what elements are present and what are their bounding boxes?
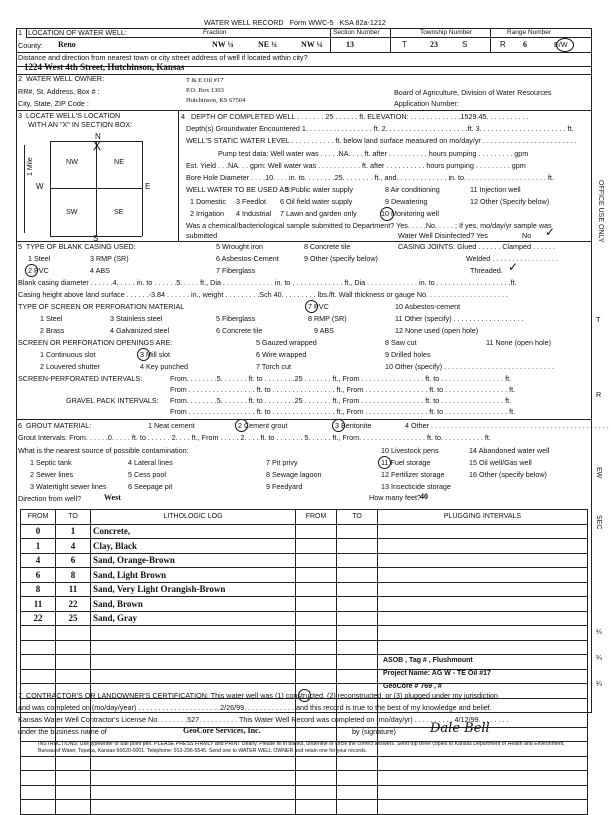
log-cell-to [56, 771, 91, 786]
table-row [21, 756, 588, 771]
table-row [21, 626, 588, 641]
spi-row-2: From . . . . . . . . . . . . . . . . . ft. to . . . . . . . . . . . . . . . . ft., From . . . . . . . . . . . . . . . . ft. to . . . . . . . . . . . . . . . . ft. [170, 385, 516, 394]
plugging-cell [337, 582, 378, 597]
open-3: 3 Mill slot [140, 350, 170, 359]
use-1: 1 Domestic [190, 197, 226, 206]
quarter-3: NW ¼ [301, 40, 323, 49]
use-5: 5 Public water supply [285, 185, 353, 194]
table-row [21, 771, 588, 786]
margin-r: R [596, 390, 602, 399]
plugging-cell [296, 611, 337, 626]
table-row [21, 611, 588, 626]
margin-sec: SEC [595, 515, 602, 530]
casing-8: 8 Concrete tile [304, 242, 351, 251]
log-cell-to [56, 669, 91, 684]
plugging-cell [296, 568, 337, 583]
business-label: under the business name of [18, 727, 107, 736]
business-value: GeoCore Services, Inc. [183, 726, 261, 735]
east-label: E [145, 182, 151, 191]
table-row [21, 539, 588, 554]
submitted-label: submitted [186, 231, 218, 240]
log-cell-desc [91, 756, 296, 771]
direction-value: West [104, 493, 121, 502]
plugging-cell [337, 539, 378, 554]
casing-4: 4 ABS [90, 266, 110, 275]
plugging-cell [378, 539, 588, 554]
license-line: Kansas Water Well Contractor's License No. . . . . . . .527. . . . . . . . . . This Water Well Record was completed on (mo/day/yr) . . . . . . . . . . 4/12/99. . . . . . . . [18, 715, 509, 724]
feet-value: 40 [420, 492, 428, 501]
township-t: T [402, 40, 407, 49]
casing-9: 9 Other (specify below) [304, 254, 378, 263]
township-s: S [462, 40, 468, 49]
open-8: 8 Saw cut [385, 338, 417, 347]
se-label: SE [114, 207, 124, 216]
owner-value: T & E Oil #17 [186, 77, 224, 84]
spi-row-1: From. . . . . . . .5. . . . . . . ft. to . . . . . . . .25 . . . . . . . ft., From . . . . . . . . . . . . . . . . ft. to . . . . . . . . . . . . . . . . ft. [170, 374, 512, 383]
open-2: 2 Louvered shutter [40, 362, 100, 371]
table-row [21, 669, 588, 684]
ew-circle [556, 38, 574, 52]
s6-label: 6 GROUT MATERIAL: [18, 421, 92, 430]
plugging-cell [378, 771, 588, 786]
log-cell-desc [91, 655, 296, 670]
log-cell-from: 6 [21, 568, 56, 583]
plugging-cell [296, 800, 337, 815]
log-cell-desc [91, 800, 296, 815]
log-cell-to: 11 [56, 582, 91, 597]
contam-8: 8 Sewage lagoon [266, 470, 322, 479]
log-cell-from: 8 [21, 582, 56, 597]
plugging-cell [337, 756, 378, 771]
open-9: 9 Drilled holes [385, 350, 431, 359]
log-cell-desc: Clay, Black [91, 539, 296, 554]
box-value: P.O. Box 1303 [186, 87, 224, 94]
disinfected-no: No [522, 231, 532, 240]
plugging-cell [337, 640, 378, 655]
log-cell-to: 4 [56, 539, 91, 554]
welded: Welded . . . . . . . . . . . . . . . . . [466, 254, 559, 263]
contamination-label: What is the nearest source of possible contamination: [18, 446, 189, 455]
threaded-check-icon: ✓ [508, 260, 519, 274]
quarter-1: NW ¼ [212, 40, 234, 49]
grout-1: 1 Neat cement [148, 421, 195, 430]
yield-line: Est. Yield . . .NA. . . gpm: Well water was . . . . . . . . . . . ft. after . . . . . . . . . . hours pumping . . . . . . . . . gpm [186, 161, 526, 170]
log-cell-to [56, 626, 91, 641]
west-label: W [36, 182, 44, 191]
plugging-cell [296, 756, 337, 771]
openings-label: SCREEN OR PERFORATION OPENINGS ARE: [18, 338, 173, 347]
plugging-cell [296, 655, 337, 670]
log-cell-desc [91, 640, 296, 655]
use-8: 8 Air conditioning [385, 185, 440, 194]
contam-15: 15 Oil well/Gas well [469, 458, 532, 467]
plugging-cell [378, 800, 588, 815]
plugging-cell [296, 771, 337, 786]
grout-intervals: Grout Intervals: From. . . . . .0. . . . . ft. to . . . . . . 2. . . . ft., From . . . . . 2. . . . ft. to . . . . . . . 5. . . . . . ft., From. . . . . . . . . . . . . . . . . ft. to. . . . . . . . . . . ft. [18, 433, 491, 442]
screen-3: 3 Stainless steel [110, 314, 163, 323]
use-11: 11 Injection well [470, 185, 521, 194]
margin-q3: ¼ [596, 679, 602, 688]
fraction-label: Fraction [203, 29, 227, 36]
col-plugging: PLUGGING INTERVALS [378, 510, 588, 525]
casing-3: 3 RMP (SR) [90, 254, 129, 263]
grout-4: 4 Other . . . . . . . . . . . . . . . . . . . . . . . . . . . . . . . . . . . . . . . . . . . . . [405, 421, 609, 430]
range-label: Range Number [507, 29, 552, 36]
screen-1: 1 Steel [40, 314, 63, 323]
log-cell-to: 1 [56, 524, 91, 539]
plugging-cell [337, 524, 378, 539]
use-2: 2 Irrigation [190, 209, 224, 218]
threaded: Threaded. [470, 266, 503, 275]
quarter-2: NE ¼ [258, 40, 278, 49]
signature-value: Dale Bell [430, 721, 490, 736]
nw-label: NW [66, 157, 78, 166]
log-cell-from [21, 756, 56, 771]
open-4: 4 Key punched [140, 362, 188, 371]
monitoring-circle [380, 207, 394, 221]
contam-7: 7 Pit privy [266, 458, 298, 467]
constructed-circle [298, 689, 311, 702]
margin-t: T [596, 315, 601, 324]
log-cell-from [21, 771, 56, 786]
plugging-cell [296, 553, 337, 568]
table-row [21, 655, 588, 670]
contam-11: 11 Fuel storage [381, 458, 431, 467]
plugging-cell [337, 611, 378, 626]
plugging-cell [296, 727, 337, 742]
range-r: R [500, 40, 506, 49]
table-row [21, 785, 588, 800]
log-cell-to [56, 655, 91, 670]
screen-7: 7 PVC [308, 302, 329, 311]
log-cell-from [21, 640, 56, 655]
township-label: Township Number [420, 29, 473, 36]
log-cell-to: 6 [56, 553, 91, 568]
log-cell-from: 1 [21, 539, 56, 554]
col-from-2: FROM [296, 510, 337, 525]
form-title: WATER WELL RECORD Form WWC-5 KSA 82a-1212 [204, 18, 386, 27]
distance-label: Distance and direction from nearest town or city street address of well if located within city? [18, 53, 308, 62]
casing-joints: CASING JOINTS: Glued . . . . . . Clamped . . . . . . [398, 242, 555, 251]
office-use-label: OFFICE USE ONLY [597, 180, 604, 243]
plugging-cell [337, 655, 378, 670]
log-cell-desc [91, 669, 296, 684]
city-value: Hutchinson, KS 67504 [186, 97, 246, 104]
plugging-cell [296, 597, 337, 612]
log-cell-to [56, 640, 91, 655]
contam-16: 16 Other (specify below) [469, 470, 547, 479]
use-4: 4 Industrial [236, 209, 272, 218]
how-many-feet: How many feet? [369, 493, 421, 502]
use-6: 6 Oil field water supply [280, 197, 353, 206]
gpi-row-2: From . . . . . . . . . . . . . . . . . ft. to . . . . . . . . . . . . . . . . ft., From . . . . . . . . . . . . . . . . ft. to . . . . . . . . . . . . . . . . ft. [170, 407, 516, 416]
casing-1: 1 Steel [28, 254, 51, 263]
log-cell-from: 0 [21, 524, 56, 539]
range-value: 6 [523, 40, 527, 49]
plugging-cell [337, 626, 378, 641]
casing-5: 5 Wrought iron [216, 242, 264, 251]
plugging-cell [378, 524, 588, 539]
log-cell-from: 22 [21, 611, 56, 626]
screen-6: 6 Concrete tile [216, 326, 263, 335]
contam-13: 13 Insecticide storage [381, 482, 451, 491]
table-row [21, 640, 588, 655]
casing-height-line: Casing height above land surface . . . . . .-3.84 . . . . . . in., weight . . . . . . . . .Sch 40. . . . . . . . . lbs./ft. Wall thickness or gauge No. . . . . . . . . . . . . . . . . . . . . [18, 290, 508, 299]
plugging-cell [378, 597, 588, 612]
plugging-cell [337, 785, 378, 800]
county-label: County: [18, 41, 43, 50]
spi-label: SCREEN-PERFORATED INTERVALS: [18, 374, 143, 383]
log-cell-to: 8 [56, 568, 91, 583]
application-label: Application Number: [394, 99, 459, 108]
plugging-cell [378, 756, 588, 771]
fuel-storage-circle [378, 456, 391, 469]
plugging-cell [378, 785, 588, 800]
s5-label: 5 TYPE OF BLANK CASING USED: [18, 242, 136, 251]
open-5: 5 Gauzed wrapped [256, 338, 317, 347]
log-cell-desc: Sand, Very Light Orangish-Brown [91, 582, 296, 597]
plugging-cell [378, 553, 588, 568]
s3-label-1: 3 LOCATE WELL'S LOCATION [18, 111, 121, 120]
log-cell-to: 22 [56, 597, 91, 612]
use-7: 7 Lawn and garden only [280, 209, 357, 218]
section-label: Section Number [333, 29, 380, 36]
plugging-cell [337, 597, 378, 612]
plugging-cell [378, 611, 588, 626]
mill-slot-circle [137, 348, 150, 361]
log-cell-desc: Concrete, [91, 524, 296, 539]
checkmark-icon: ✓ [545, 225, 556, 239]
log-cell-desc: Sand, Light Brown [91, 568, 296, 583]
table-row [21, 568, 588, 583]
use-12: 12 Other (Specify below) [470, 197, 550, 206]
log-cell-to: 25 [56, 611, 91, 626]
screen-10: 10 Asbestos-cement [395, 302, 461, 311]
log-cell-desc [91, 626, 296, 641]
log-cell-to [56, 756, 91, 771]
plugging-cell [296, 626, 337, 641]
sample-line: Was a chemical/bacteriological sample submitted to Department? Yes. . . . .No. . . . . ; If yes, mo/day/yr sample was [186, 221, 552, 230]
table-row [21, 597, 588, 612]
lithologic-log-table [20, 509, 588, 815]
col-to-2: TO [337, 510, 378, 525]
plugging-cell [337, 568, 378, 583]
log-cell-desc [91, 785, 296, 800]
section-value: 13 [346, 40, 354, 49]
note-2: Project Name: AG W - TE Oil #17 [383, 670, 491, 677]
casing-2: 2 PVC [28, 266, 49, 275]
cement-grout-circle [235, 419, 248, 432]
open-7: 7 Torch cut [256, 362, 292, 371]
log-cell-from [21, 655, 56, 670]
rr-label: RR#, St. Address, Box # : [18, 87, 100, 96]
log-cell-from: 11 [21, 597, 56, 612]
plugging-cell [337, 771, 378, 786]
plugging-cell [296, 539, 337, 554]
sw-label: SW [66, 207, 78, 216]
bentonite-circle [332, 419, 345, 432]
contam-2: 2 Sewer lines [30, 470, 74, 479]
margin-q2: ¼ [596, 653, 602, 662]
log-cell-desc: Sand, Brown [91, 597, 296, 612]
open-6: 6 Wire wrapped [256, 350, 307, 359]
disinfected-label: Water Well Disinfected? Yes [398, 231, 488, 240]
plugging-cell [296, 582, 337, 597]
south-label: S [93, 234, 99, 243]
screen-4: 4 Galvanized steel [110, 326, 170, 335]
log-cell-desc [91, 771, 296, 786]
plugging-cell [296, 669, 337, 684]
completed-line: and was completed on (mo/day/year) . . . . . . . . . . . . . . . . . . . . .2/26/99. . . . . . . . . . . . . and this record is true to the best of my knowledge and belief. [18, 703, 492, 712]
casing-7: 7 Fiberglass [216, 266, 256, 275]
plugging-cell [296, 640, 337, 655]
screen-pvc-circle [305, 300, 318, 313]
log-cell-from [21, 785, 56, 800]
grout-3: 3 Bentonite [335, 421, 372, 430]
contam-9: 9 Feedyard [266, 482, 303, 491]
note-1: ASOB , Tag # , Flushmount [383, 657, 473, 664]
plugging-cell [378, 640, 588, 655]
plugging-cell [337, 669, 378, 684]
depth-line: DEPTH OF COMPLETED WELL . . . . . . . 25 . . . . . . ft. ELEVATION: . . . . . . . . . . . . .1529.45. . . . . . . . . . . [191, 112, 529, 121]
instructions-text: INSTRUCTIONS: Use typewriter or ball point pen. PLEASE PRESS FIRMLY and PRINT clearly. Please fill in blanks, underline or circle the correct answers. Send top three copies to Kansas Department of Health and Environment, Bureau of Water, Topeka, Kansas 66620-0001. Telephone: 913-296-5545. Send one to WATER WELL OWNER and retain one for your records. [38, 741, 565, 754]
north-label: N [95, 132, 101, 141]
margin-q1: ¼ [596, 627, 602, 636]
plugging-cell [337, 800, 378, 815]
contam-6: 6 Seepage pit [128, 482, 173, 491]
table-row [21, 524, 588, 539]
contam-1: 1 Septic tank [30, 458, 72, 467]
screen-8: 8 RMP (SR) [308, 314, 347, 323]
log-cell-from: 4 [21, 553, 56, 568]
township-value: 23 [430, 40, 438, 49]
county-value: Reno [58, 40, 76, 49]
open-11: 11 None (open hole) [486, 338, 551, 347]
plugging-cell [378, 568, 588, 583]
col-from: FROM [21, 510, 56, 525]
address-value: 1224 West 4th Street, Hutchinson, Kansas [24, 62, 185, 72]
use-3: 3 Feedlot [236, 197, 266, 206]
use-9: 9 Dewatering [385, 197, 428, 206]
table-row [21, 800, 588, 815]
plugging-cell [337, 553, 378, 568]
margin-ew: EW [595, 467, 602, 479]
bore-line: Bore Hole Diameter . . . .10. . . . in. to. . . . . . . .25. . . . . . . . ft., and. . . . . . . . . . . . . in. to. . . . . . . . . . . . . . . . . . . . . ft. [186, 173, 554, 182]
contam-12: 12 Fertilizer storage [381, 470, 445, 479]
log-cell-desc: Sand, Orange-Brown [91, 553, 296, 568]
use-10: 10 Monitoring well [381, 209, 439, 218]
note-3: GeoCore # 769 , # [383, 683, 442, 690]
gpi-row-1: From. . . . . . . .5. . . . . . . ft. to . . . . . . . .25 . . . . . . . ft., From . . . . . . . . . . . . . . . . ft. to . . . . . . . . . . . . . . . . ft. [170, 396, 512, 405]
screen-12: 12 None used (open hole) [395, 326, 479, 335]
plugging-cell [378, 626, 588, 641]
table-row [21, 582, 588, 597]
gpi-label: GRAVEL PACK INTERVALS: [66, 396, 159, 405]
screen-11: 11 Other (specify) . . . . . . . . . . . . . . . . . . [395, 314, 524, 323]
range-ew: E/W [554, 40, 568, 49]
pvc-circle [25, 264, 38, 277]
well-x-mark: X [93, 139, 102, 153]
s3-label-2: WITH AN "X" IN SECTION BOX: [28, 120, 133, 129]
contam-3: 3 Watertight sewer lines [30, 482, 107, 491]
ne-label: NE [114, 157, 124, 166]
screen-2: 2 Brass [40, 326, 65, 335]
certification-line: 7 CONTRACTOR'S OR LANDOWNER'S CERTIFICATION: This water well was (1) constructed, (2) reconstructed, or (3) plugged under my jurisdiction [18, 691, 498, 700]
city-label: City, State, ZIP Code : [18, 99, 89, 108]
s4-num: 4 [181, 112, 185, 121]
col-log: LITHOLOGIC LOG [91, 510, 296, 525]
log-cell-to [56, 800, 91, 815]
contam-14: 14 Abandoned water well [469, 446, 550, 455]
board-text: Board of Agriculture, Division of Water Resources [394, 88, 552, 97]
log-cell-from [21, 626, 56, 641]
casing-6: 6 Asbestos-Cement [216, 254, 279, 263]
log-cell-from [21, 800, 56, 815]
col-to: TO [56, 510, 91, 525]
screen-5: 5 Fiberglass [216, 314, 256, 323]
plugging-cell [296, 524, 337, 539]
plugging-cell [296, 785, 337, 800]
grout-2: 2 Cement grout [238, 421, 288, 430]
s1-label: LOCATION OF WATER WELL: [28, 28, 127, 37]
mile-label: 1 Mile [27, 157, 34, 176]
contam-5: 5 Cess pool [128, 470, 166, 479]
log-cell-to [56, 785, 91, 800]
log-cell-desc: Sand, Gray [91, 611, 296, 626]
static-line: WELL'S STATIC WATER LEVEL . . . . . . . . . . . ft. below land surface measured on mo/day/yr . . . . . . . . . . . . . . . . . . . . . . . . [186, 136, 577, 145]
contam-10: 10 Livestock pens [381, 446, 439, 455]
pump-line: Pump test data: Well water was . . . . .NA. . . . ft. after . . . . . . . . . . hours pumping . . . . . . . . . gpm [218, 149, 529, 158]
open-10: 10 Other (specify) . . . . . . . . . . . . . . . . . . . . . . . . . . . . [385, 362, 554, 371]
table-row [21, 553, 588, 568]
plugging-cell [378, 582, 588, 597]
blank-diameter-line: Blank casing diameter . . . . . .4. . . . . in. to . . . . . .5. . . . . ft., Dia . . . . . . . . . . . . . in. to . . . . . . . . . . . . . ft., Dia . . . . . . . . . . . . . in. to . . . . . . . . . . . . . . . . . . .ft. [18, 278, 517, 287]
s1-num: 1 [18, 28, 22, 37]
signature-label: by (signature) [352, 727, 396, 736]
screen-label: TYPE OF SCREEN OR PERFORATION MATERIAL [18, 302, 185, 311]
open-1: 1 Continuous slot [40, 350, 96, 359]
groundwater-line: Depth(s) Groundwater Encountered 1. . . . . . . . . . . . . . . . . ft. 2. . . . . . . . . . . . . . . . . . . . .ft. 3. . . . . . . . . . . . . . . . . . . . . . ft. [186, 124, 574, 133]
contam-4: 4 Lateral lines [128, 458, 173, 467]
s2-label: 2 WATER WELL OWNER: [18, 74, 104, 83]
direction-label: Direction from well? [18, 494, 82, 503]
screen-9: 9 ABS [314, 326, 334, 335]
use-label: WELL WATER TO BE USED AS: [186, 185, 291, 194]
log-cell-from [21, 669, 56, 684]
